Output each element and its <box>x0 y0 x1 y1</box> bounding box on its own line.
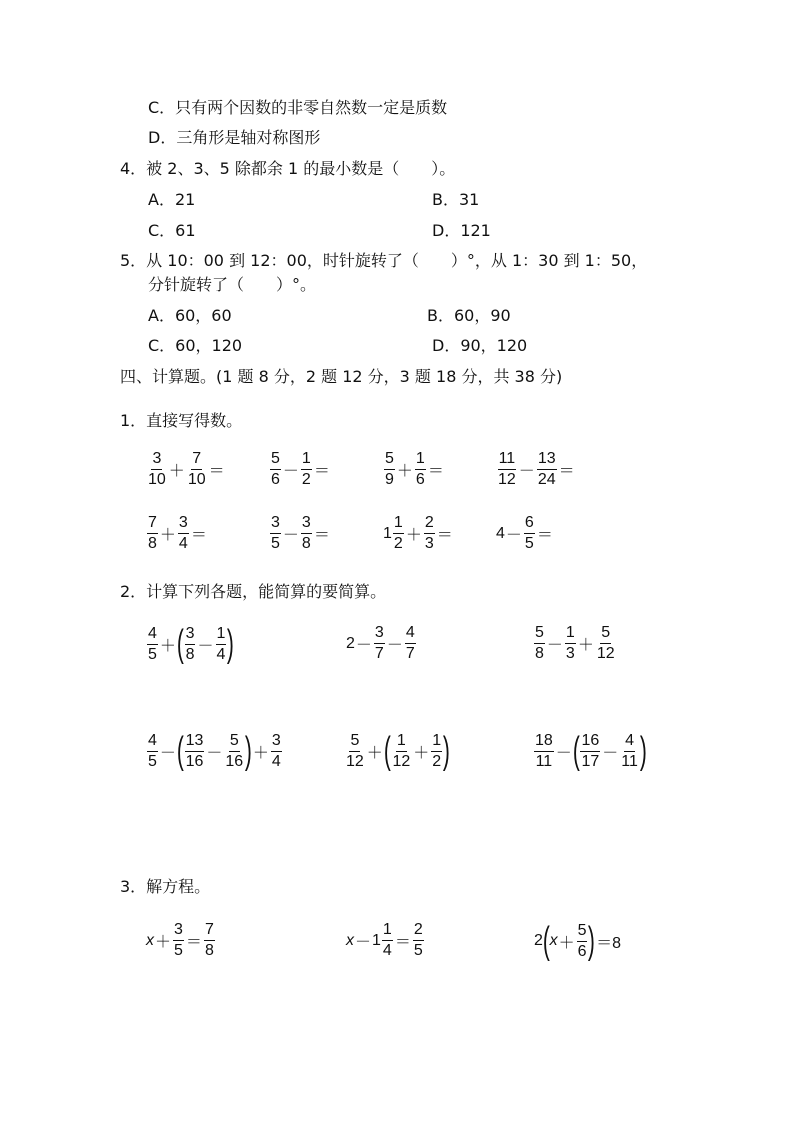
part3-title: 3．解方程。 <box>120 877 211 896</box>
q5-stem-line1: 5．从 10：00 到 12：00，时针旋转了（ ）°，从 1：30 到 1：50， <box>120 251 648 270</box>
calc-expr-2: 2 － 3 7 － 4 7 <box>346 624 415 662</box>
q3-option-c: C．只有两个因数的非零自然数一定是质数 <box>148 98 448 117</box>
q4-option-a: A．21 <box>148 190 196 209</box>
calc-expr-6: 18 11 － ( 16 17 － 4 11 ) <box>535 730 647 772</box>
calc-expr-3: 5 8 － 1 3 ＋ 5 12 <box>535 624 615 662</box>
equation-3: 2 ( x ＋ 5 6 ) ＝8 <box>534 920 622 962</box>
section4-title: 四、计算题。(1 题 8 分，2 题 12 分，3 题 18 分，共 38 分) <box>120 367 563 386</box>
oral-item-2: 5 6 － 1 2 ＝ <box>271 450 330 488</box>
q4-stem: 4．被 2、3、5 除都余 1 的最小数是（ ）。 <box>120 159 456 178</box>
q3-option-d: D．三角形是轴对称图形 <box>148 128 321 147</box>
equation-2: x － 1 1 4 ＝ 2 5 <box>346 921 423 959</box>
oral-item-3: 5 9 ＋ 1 6 ＝ <box>385 450 444 488</box>
calc-expr-5: 5 12 ＋ ( 1 12 ＋ 1 2 ) <box>346 730 450 772</box>
oral-item-5: 7 8 ＋ 3 4 ＝ <box>148 514 207 552</box>
q5-stem-line2: 分针旋转了（ ）°。 <box>148 275 317 294</box>
oral-item-8: 4 － 6 5 ＝ <box>496 514 553 552</box>
part2-title: 2．计算下列各题，能简算的要简算。 <box>120 582 387 601</box>
q4-option-b: B．31 <box>432 190 480 209</box>
calc-expr-1: 4 5 ＋ ( 3 8 － 1 4 ) <box>148 623 235 665</box>
oral-item-7: 1 1 2 ＋ 2 3 ＝ <box>383 514 453 552</box>
q5-option-c: C．60，120 <box>148 336 243 355</box>
q4-option-d: D．121 <box>432 221 491 240</box>
q4-option-c: C．61 <box>148 221 196 240</box>
equation-1: x ＋ 3 5 ＝ 7 8 <box>146 921 214 959</box>
oral-item-1: 3 10 ＋ 7 10 ＝ <box>148 450 225 488</box>
q5-option-a: A．60，60 <box>148 306 232 325</box>
oral-item-4: 11 12 － 13 24 ＝ <box>498 450 575 488</box>
q5-option-d: D．90，120 <box>432 336 528 355</box>
calc-expr-4: 4 5 － ( 13 16 － 5 16 ) ＋ 3 4 <box>148 730 281 772</box>
q5-option-b: B．60，90 <box>427 306 511 325</box>
oral-item-6: 3 5 － 3 8 ＝ <box>271 514 330 552</box>
part1-title: 1．直接写得数。 <box>120 411 243 430</box>
